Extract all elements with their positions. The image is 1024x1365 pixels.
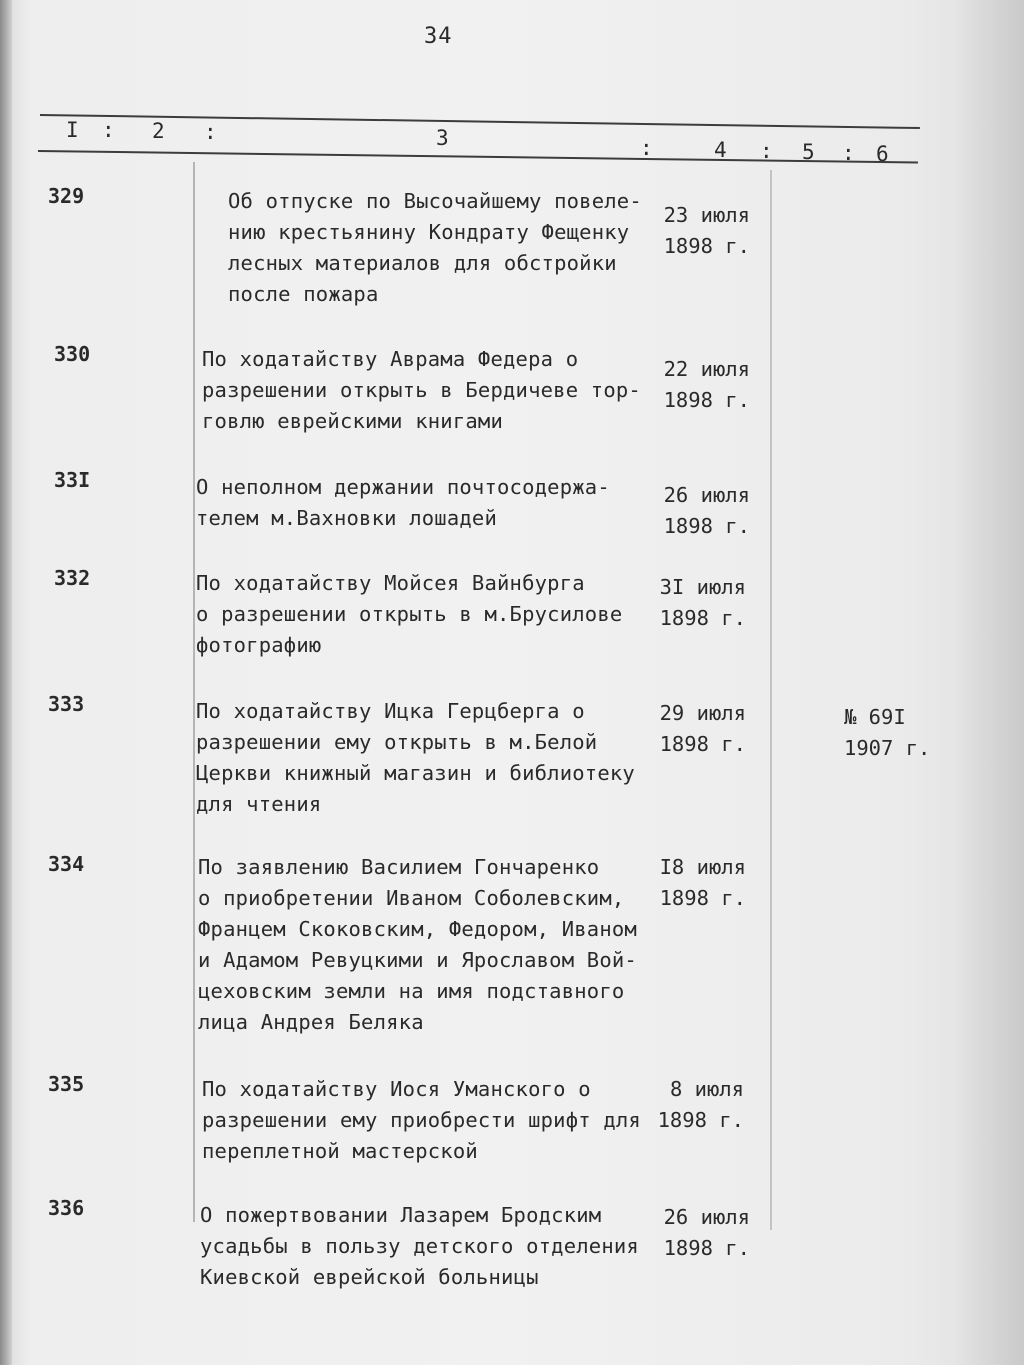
entry-number: 332 (54, 566, 91, 590)
entry-number: 329 (48, 184, 85, 208)
column-separator: : (102, 118, 115, 142)
page-right-edge (954, 0, 1024, 1365)
header-bottom-rule (38, 150, 918, 164)
entry-date: 8 июля 1898 г. (657, 1077, 744, 1132)
entry-date: 3I июля 1898 г. (659, 575, 746, 630)
entry-description: Об отпуске по Высочайшему повеле- нию крестьянину Кондрату Фещенку лесных материалов для обстройки после пожара (228, 189, 642, 306)
column-head-6: 6 (876, 142, 889, 166)
entry-number: 333 (48, 692, 85, 716)
column-divider-left (193, 162, 195, 1222)
entry-number: 334 (48, 852, 85, 876)
entry-description: По ходатайству Иося Уманского о разрешении ему приобрести шрифт для переплетной мастерской (202, 1077, 641, 1163)
entry-date: I8 июля 1898 г. (659, 855, 746, 910)
entry-date: 26 июля 1898 г. (663, 1205, 750, 1260)
entry-description: По ходатайству Мойсея Вайнбурга о разрешении открыть в м.Брусилове фотографию (196, 571, 623, 657)
column-head-4: 4 (714, 138, 727, 162)
entry-date: 26 июля 1898 г. (663, 483, 750, 538)
entry-date: 29 июля 1898 г. (659, 701, 746, 756)
entry-number: 330 (54, 342, 91, 366)
column-separator: : (760, 139, 773, 163)
page-number: 34 (424, 24, 453, 49)
column-separator: : (640, 136, 653, 160)
entry-number: 33I (54, 468, 91, 492)
entry-number: 335 (48, 1072, 85, 1096)
entry-description: О пожертвовании Лазарем Бродским усадьбы в пользу детского отделения Киевской еврейской больницы (200, 1203, 639, 1289)
column-head-1: I (66, 118, 79, 142)
entry-date: 22 июля 1898 г. (663, 357, 750, 412)
column-head-2: 2 (152, 119, 165, 143)
column-head-5: 5 (802, 140, 815, 164)
page-edge-shadow (0, 0, 12, 1365)
column-separator: : (842, 141, 855, 165)
entry-reference: № 69I 1907 г. (844, 705, 931, 760)
entry-date: 23 июля 1898 г. (663, 203, 750, 258)
column-separator: : (204, 120, 217, 144)
entry-description: По ходатайству Ицка Герцберга о разрешении ему открыть в м.Белой Церкви книжный магазин и библиотеку для чтения (196, 699, 635, 816)
column-divider-right (770, 170, 772, 1230)
column-head-3: 3 (436, 126, 449, 150)
entry-description: По заявлению Василием Гончаренко о приобретении Иваном Соболевским, Францем Скоковским, Федором, Иваном и Адамом Ревуцкими и Ярославом Вой- цеховским земли на имя подставного лица Андрея Беляка (198, 855, 637, 1034)
header-top-rule (40, 114, 920, 129)
entry-description: О неполном держании почтосодержа- телем м.Вахновки лошадей (196, 475, 610, 530)
entry-number: 336 (48, 1196, 85, 1220)
entry-description: По ходатайству Аврама Федера о разрешении открыть в Бердичеве тор- говлю еврейскими книгами (202, 347, 641, 433)
